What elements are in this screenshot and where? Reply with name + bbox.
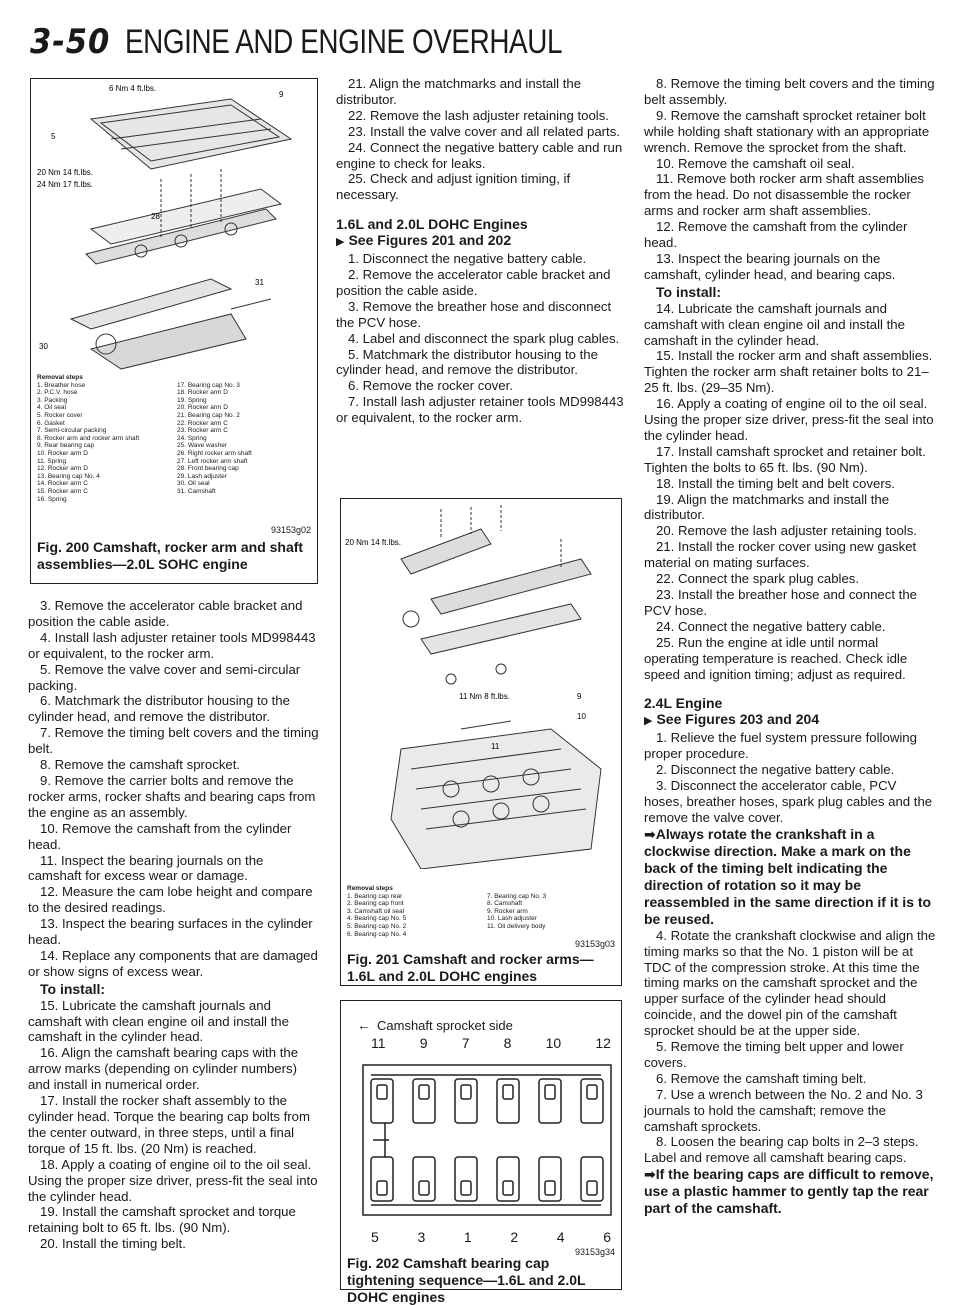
arrow-icon: ▶ bbox=[336, 236, 345, 249]
fig202-caption: Fig. 202 Camshaft bearing cap tightening sequence—1.6L and 2.0L DOHC engines bbox=[347, 1255, 586, 1305]
section-heading-24l: 2.4L Engine bbox=[644, 695, 723, 712]
step: 20. Remove the lash adjuster retaining tools. bbox=[656, 523, 917, 539]
note-arrow-icon: ➡ bbox=[644, 825, 656, 842]
column-3 bbox=[644, 76, 936, 1217]
see-figures-text: See Figures 201 and 202 bbox=[348, 232, 512, 249]
step: 4. Rotate the crankshaft clockwise and align the timing marks so that the No. 1 piston will be at TDC of the compression stroke. At this time the timing marks on the camshaft sprocket and the upper surface of the cylinder head should coincide, and the dowel pin of the camshaft sprocket should be at the upper side. bbox=[644, 927, 936, 1039]
step: 5. Matchmark the distributor housing to the cylinder head, and remove the distributor. bbox=[336, 346, 598, 378]
step: 6. Matchmark the distributor housing to the cylinder head, and remove the distributor. bbox=[28, 693, 290, 725]
step: 2. Remove the accelerator cable bracket and position the cable aside. bbox=[336, 266, 611, 298]
cap-number: 7 bbox=[461, 1035, 470, 1051]
fig200-legend-item: 7. Semi-circular packing bbox=[37, 427, 107, 435]
fig201-legend-item: 1. Bearing cap rear bbox=[347, 892, 403, 900]
fig200-legend-item: 6. Gasket bbox=[37, 419, 65, 427]
step: 1. Disconnect the negative battery cable. bbox=[348, 251, 587, 267]
page-title: ENGINE AND ENGINE OVERHAUL bbox=[125, 23, 563, 61]
column-1 bbox=[28, 598, 320, 1252]
fig200-legend-item: 9. Rear bearing cap bbox=[37, 442, 95, 450]
step: 23. Install the valve cover and all related parts. bbox=[348, 123, 620, 139]
cap-number: 8 bbox=[503, 1035, 512, 1051]
fig200-illustration bbox=[31, 79, 319, 379]
step: 22. Connect the spark plug cables. bbox=[656, 571, 860, 587]
svg-text:9: 9 bbox=[577, 692, 582, 701]
fig200-legend-item: 28. Front bearing cap bbox=[177, 465, 239, 473]
caution-note bbox=[644, 1166, 936, 1217]
step: 24. Connect the negative battery cable. bbox=[656, 618, 886, 634]
cap-number: 12 bbox=[595, 1035, 611, 1051]
figure-201 bbox=[340, 498, 622, 986]
fig200-legend-item: 31. Camshaft bbox=[177, 487, 216, 495]
fig200-legend-item: 13. Bearing cap No. 4 bbox=[37, 472, 100, 480]
page-header bbox=[30, 22, 658, 62]
fig201-legend-item: 5. Bearing cap No. 2 bbox=[347, 922, 407, 930]
step: 8. Remove the camshaft sprocket. bbox=[40, 757, 241, 773]
svg-text:31: 31 bbox=[255, 278, 264, 287]
fig200-legend-item: 14. Rocker arm C bbox=[37, 480, 88, 488]
step: 5. Remove the valve cover and semi-circular packing. bbox=[28, 661, 301, 693]
step: 23. Install the breather hose and connect the PCV hose. bbox=[644, 587, 918, 618]
step: 4. Label and disconnect the spark plug cables. bbox=[348, 330, 620, 346]
fig200-caption: Fig. 200 Camshaft, rocker arm and shaft assemblies—2.0L SOHC engine bbox=[37, 539, 304, 572]
section-heading-dohc: 1.6L and 2.0L DOHC Engines bbox=[336, 216, 528, 233]
fig200-legend-item: 21. Bearing cap No. 2 bbox=[177, 411, 240, 419]
fig201-legend-item: 3. Camshaft oil seal bbox=[347, 907, 405, 915]
section-number: 3-50 bbox=[30, 22, 111, 62]
fig200-legend-item: 18. Rocker arm D bbox=[177, 389, 228, 397]
fig201-legend-title: Removal steps bbox=[347, 885, 393, 892]
fig200-legend-item: 26. Right rocker arm shaft bbox=[177, 449, 252, 457]
fig200-legend-item: 2. P.C.V. hose bbox=[37, 389, 78, 397]
fig202-code: 93153g34 bbox=[574, 1247, 615, 1257]
step: 13. Inspect the bearing surfaces in the cylinder head. bbox=[28, 916, 313, 948]
fig200-legend-item: 17. Bearing cap No. 3 bbox=[177, 381, 240, 389]
step: 12. Measure the cam lobe height and compare to the desired readings. bbox=[28, 884, 313, 916]
arrow-icon: ▶ bbox=[644, 715, 653, 728]
step: 13. Inspect the bearing journals on the camshaft, cylinder head, and bearing caps. bbox=[644, 250, 896, 282]
see-figures-text: See Figures 203 and 204 bbox=[656, 711, 820, 728]
fig200-legend-item: 8. Rocker arm and rocker arm shaft bbox=[37, 434, 140, 442]
fig200-legend-item: 4. Oil seal bbox=[37, 404, 66, 412]
fig202-bearing-caps-diagram bbox=[341, 1055, 623, 1225]
see-figures-link[interactable] bbox=[336, 233, 624, 251]
column-2 bbox=[336, 76, 624, 426]
step: 1. Relieve the fuel system pressure following proper procedure. bbox=[644, 730, 917, 762]
step: 3. Remove the accelerator cable bracket and position the cable aside. bbox=[28, 598, 303, 629]
fig201-illustration bbox=[341, 499, 623, 869]
step: 22. Remove the lash adjuster retaining tools. bbox=[348, 107, 609, 123]
figure-202 bbox=[340, 1000, 622, 1305]
fig201-legend-item: 7. Bearing cap No. 3 bbox=[487, 892, 547, 900]
fig200-legend-item: 27. Left rocker arm shaft bbox=[177, 457, 248, 465]
fig202-side-text: Camshaft sprocket side bbox=[377, 1017, 513, 1033]
fig202-top-numbers bbox=[371, 1035, 611, 1051]
fig200-legend-item: 29. Lash adjuster bbox=[177, 472, 227, 480]
fig200-legend-item: 3. Packing bbox=[37, 396, 68, 404]
step: 19. Align the matchmarks and install the distributor. bbox=[644, 491, 890, 523]
step: 25. Check and adjust ignition timing, if necessary. bbox=[336, 171, 571, 203]
step: 25. Run the engine at idle until normal operating temperature is reached. Check idle speed and ignition timing; adjust as required. bbox=[644, 634, 908, 682]
step: 3. Remove the breather hose and disconnect the PCV hose. bbox=[336, 298, 612, 330]
note-arrow-icon: ➡ bbox=[644, 1166, 656, 1183]
step: 4. Install lash adjuster retainer tools MD998443 or equivalent, to the rocker arm. bbox=[28, 629, 316, 661]
step: 15. Lubricate the camshaft journals and camshaft with clean engine oil and install the camshaft in the cylinder head. bbox=[28, 997, 289, 1045]
cap-number: 1 bbox=[463, 1229, 472, 1245]
step: 6. Remove the camshaft timing belt. bbox=[656, 1070, 867, 1086]
fig200-legend-item: 1. Breather hose bbox=[37, 381, 86, 389]
step: 15. Install the rocker arm and shaft assemblies. Tighten the rocker arm shaft retainer bolts to 21–25 ft. lbs. (29–35 Nm). bbox=[644, 348, 933, 396]
fig201-legend-item: 2. Bearing cap front bbox=[347, 900, 404, 908]
fig200-legend-item: 11. Spring bbox=[37, 457, 67, 465]
step: 24. Connect the negative battery cable and run engine to check for leaks. bbox=[336, 139, 623, 171]
fig202-bottom-numbers bbox=[371, 1229, 611, 1245]
step: 7. Remove the timing belt covers and the timing belt. bbox=[28, 725, 319, 757]
cap-number: 2 bbox=[510, 1229, 519, 1245]
step: 7. Install lash adjuster retainer tools MD998443 or equivalent, to the rocker arm. bbox=[336, 394, 624, 426]
fig200-legend-item: 16. Spring bbox=[37, 495, 67, 503]
fig201-code: 93153g03 bbox=[574, 939, 615, 949]
step: 18. Apply a coating of engine oil to the oil seal. Using the proper size driver, press-fit the seal into the cylinder head. bbox=[28, 1156, 318, 1204]
arrow-left-icon: ← bbox=[357, 1017, 371, 1033]
fig201-legend-item: 9. Rocker arm bbox=[487, 907, 528, 915]
fig200-legend-item: 25. Wave washer bbox=[177, 442, 227, 450]
fig200-legend-item: 22. Rocker arm C bbox=[177, 419, 228, 427]
step: 19. Install the camshaft sprocket and torque retaining bolt to 65 ft. lbs. (90 Nm). bbox=[28, 1204, 296, 1236]
fig200-code: 93153g02 bbox=[270, 525, 311, 535]
install-heading: To install: bbox=[656, 283, 722, 300]
fig202-side-label bbox=[357, 1017, 513, 1033]
caution-note bbox=[644, 826, 936, 928]
fig200-torque-2: 20 Nm 14 ft.lbs. bbox=[37, 168, 94, 177]
fig200-legend-item: 19. Spring bbox=[177, 396, 207, 404]
svg-text:9: 9 bbox=[279, 90, 284, 99]
cap-number: 3 bbox=[417, 1229, 426, 1245]
step: 21. Install the rocker cover using new gasket material on mating surfaces. bbox=[644, 539, 917, 571]
fig200-legend-item: 23. Rocker arm C bbox=[177, 427, 228, 435]
caution-text: Always rotate the crankshaft in a clockwise direction. Make a mark on the back of the timing belt indicating the direction of rotation so it may be reassembled in the same direction if it is to be reused. bbox=[644, 825, 932, 927]
cap-number: 6 bbox=[603, 1229, 611, 1245]
fig200-legend-item: 15. Rocker arm C bbox=[37, 487, 88, 495]
see-figures-link[interactable] bbox=[644, 712, 936, 730]
fig201-legend bbox=[347, 885, 617, 938]
fig201-torque-1: 20 Nm 14 ft.lbs. bbox=[345, 538, 402, 547]
fig200-legend-item: 30. Oil seal bbox=[177, 480, 210, 488]
fig200-legend-item: 5. Rocker cover bbox=[37, 411, 83, 419]
cap-number: 9 bbox=[419, 1035, 428, 1051]
step: 21. Align the matchmarks and install the distributor. bbox=[336, 76, 582, 107]
fig200-legend-item: 10. Rocker arm D bbox=[37, 449, 88, 457]
fig200-legend-title: Removal steps bbox=[37, 374, 83, 381]
step: 20. Install the timing belt. bbox=[40, 1236, 186, 1252]
install-heading: To install: bbox=[40, 980, 106, 997]
fig201-legend-item: 10. Lash adjuster bbox=[487, 915, 537, 923]
caution-text: If the bearing caps are difficult to remove, use a plastic hammer to gently tap the rear part of the camshaft. bbox=[644, 1166, 934, 1217]
figure-200 bbox=[30, 78, 318, 584]
fig201-legend-item: 11. Oil delivery body bbox=[487, 922, 546, 930]
step: 16. Apply a coating of engine oil to the oil seal. Using the proper size driver, press-fit the seal into the cylinder head. bbox=[644, 396, 934, 443]
step: 7. Use a wrench between the No. 2 and No. 3 journals to hold the camshaft; remove the camshaft sprockets. bbox=[644, 1086, 923, 1134]
svg-text:11: 11 bbox=[491, 742, 500, 751]
svg-text:30: 30 bbox=[39, 342, 48, 351]
step: 16. Align the camshaft bearing caps with the arrow marks (depending on cylinder numbers) and install in numerical order. bbox=[28, 1045, 299, 1093]
step: 2. Disconnect the negative battery cable. bbox=[656, 762, 895, 778]
step: 9. Remove the camshaft sprocket retainer bolt while holding shaft stationary with an appropriate wrench. Remove the sprocket from the shaft. bbox=[644, 107, 930, 155]
step: 14. Lubricate the camshaft journals and camshaft with clean engine oil and install the camshaft in the cylinder head. bbox=[644, 300, 905, 348]
step: 10. Remove the camshaft oil seal. bbox=[656, 155, 855, 171]
fig201-legend-item: 8. Camshaft bbox=[487, 900, 523, 908]
fig200-legend-item: 24. Spring bbox=[177, 434, 207, 442]
cap-number: 4 bbox=[556, 1229, 565, 1245]
svg-text:10: 10 bbox=[577, 712, 586, 721]
fig201-legend-item: 6. Bearing cap No. 4 bbox=[347, 930, 407, 938]
step: 17. Install the rocker shaft assembly to the cylinder head. Torque the bearing cap bolts from the center outward, in three steps, until a final torque of 15 ft. lbs. (20 Nm) is reached. bbox=[28, 1093, 310, 1156]
svg-text:28: 28 bbox=[151, 212, 160, 221]
svg-text:5: 5 bbox=[51, 132, 56, 141]
step: 10. Remove the camshaft from the cylinder head. bbox=[28, 820, 292, 852]
fig200-torque-1: 6 Nm 4 ft.lbs. bbox=[109, 84, 157, 93]
cap-number: 5 bbox=[371, 1229, 379, 1245]
fig201-legend-item: 4. Bearing cap No. 5 bbox=[347, 915, 407, 923]
fig200-legend-item: 12. Rocker arm D bbox=[37, 465, 88, 473]
fig201-torque-2: 11 Nm 8 ft.lbs. bbox=[459, 692, 510, 701]
fig200-torque-3: 24 Nm 17 ft.lbs. bbox=[37, 180, 94, 189]
step: 18. Install the timing belt and belt covers. bbox=[656, 475, 895, 491]
step: 12. Remove the camshaft from the cylinder head. bbox=[644, 219, 908, 251]
cap-number: 11 bbox=[371, 1035, 386, 1051]
cap-number: 10 bbox=[545, 1035, 562, 1051]
step: 6. Remove the rocker cover. bbox=[348, 378, 513, 394]
step: 11. Inspect the bearing journals on the camshaft for excess wear or damage. bbox=[28, 852, 264, 884]
step: 17. Install camshaft sprocket and retainer bolt. Tighten the bolts to 65 ft. lbs. (90 Nm). bbox=[644, 443, 926, 475]
step: 3. Disconnect the accelerator cable, PCV hoses, breather hoses, spark plug cables and the remove the valve cover. bbox=[644, 777, 933, 825]
step: 8. Loosen the bearing cap bolts in 2–3 steps. Label and remove all camshaft bearing caps. bbox=[644, 1134, 919, 1166]
step: 8. Remove the timing belt covers and the timing belt assembly. bbox=[644, 76, 935, 107]
fig200-legend bbox=[37, 374, 313, 503]
step: 5. Remove the timing belt upper and lower covers. bbox=[644, 1039, 904, 1070]
fig200-legend-item: 20. Rocker arm D bbox=[177, 404, 228, 412]
step: 9. Remove the carrier bolts and remove the rocker arms, rocker shafts and bearing caps from the engine as an assembly. bbox=[28, 772, 316, 820]
step: 11. Remove both rocker arm shaft assemblies from the head. Do not disassemble the rocker arms and rocker arm shaft assemblies. bbox=[644, 171, 925, 219]
fig201-caption: Fig. 201 Camshaft and rocker arms—1.6L and 2.0L DOHC engines bbox=[347, 951, 594, 984]
step: 14. Replace any components that are damaged or show signs of excess wear. bbox=[28, 947, 318, 979]
